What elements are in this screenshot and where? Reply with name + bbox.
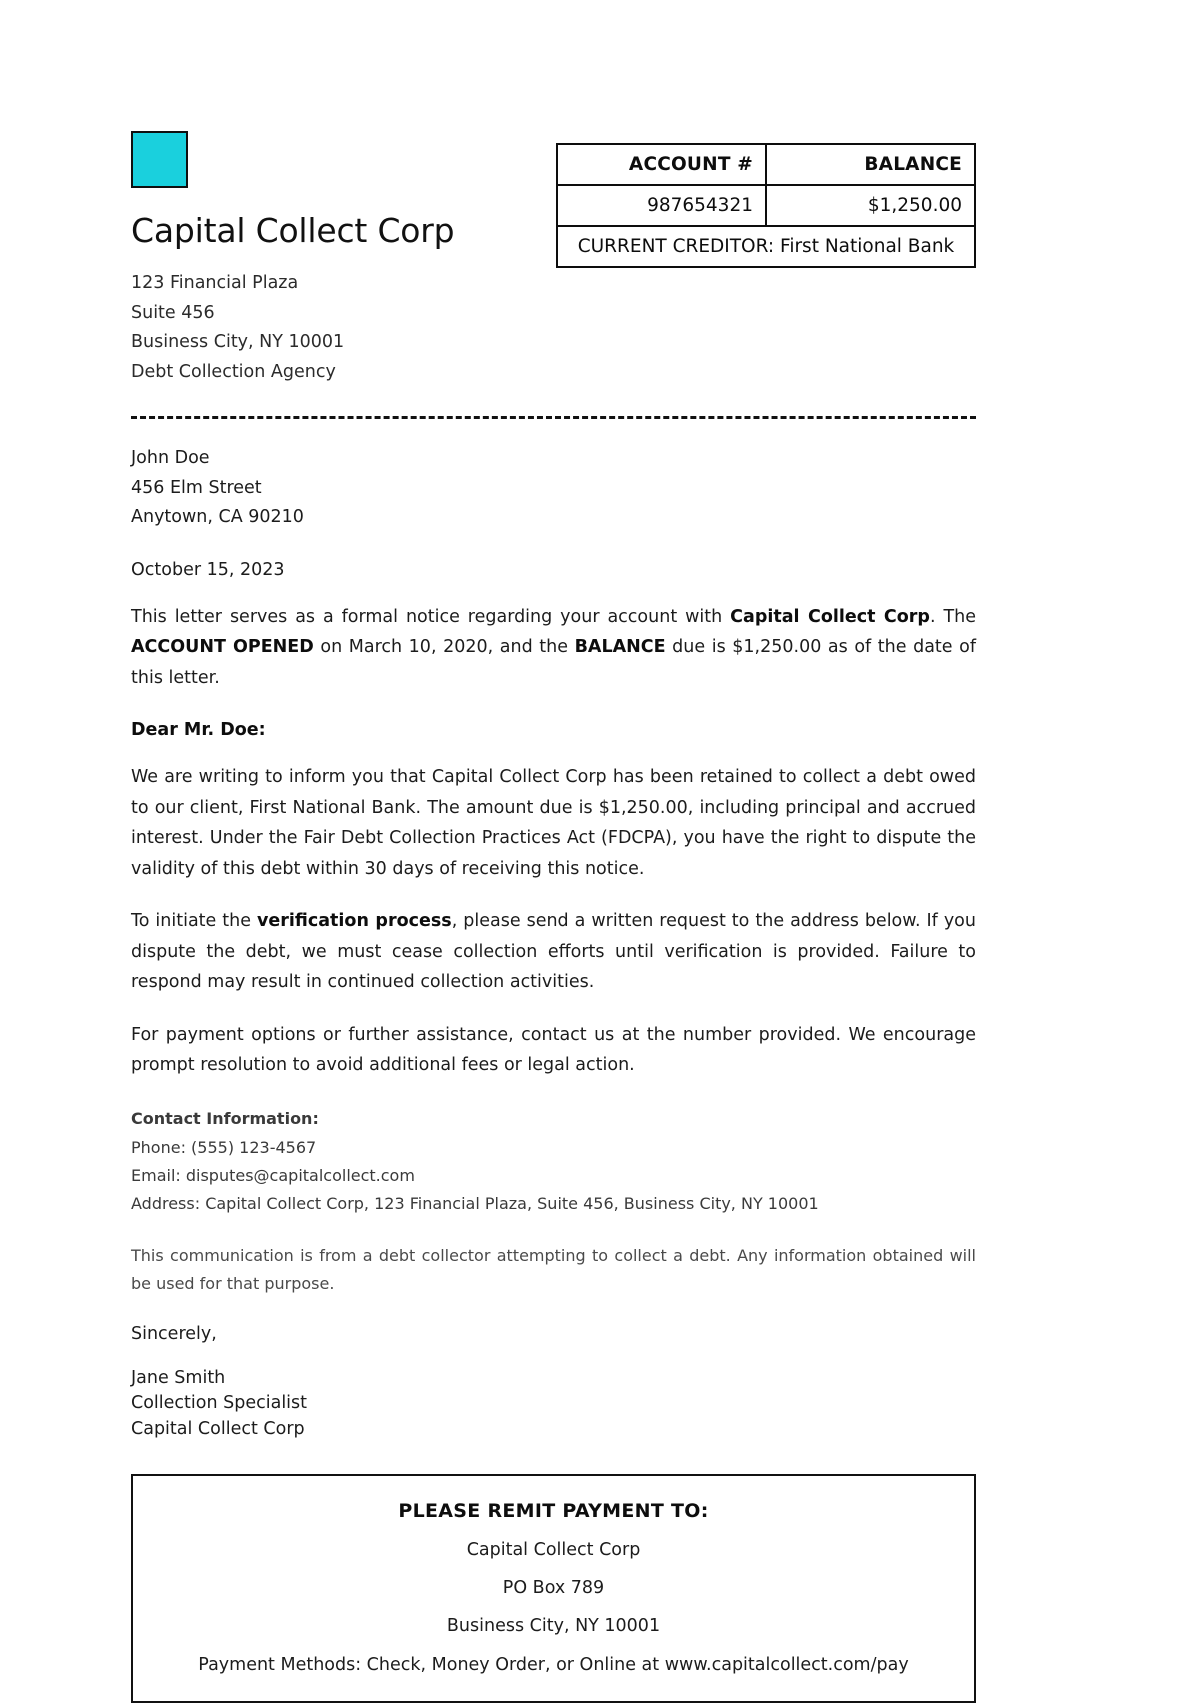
table-row-header (557, 144, 975, 185)
letterhead (131, 0, 976, 387)
intro-text-2: . The (929, 606, 976, 627)
recipient-line: 456 Elm Street (131, 477, 262, 498)
signer-title: Collection Specialist (131, 1393, 308, 1414)
salutation: Dear Mr. Doe: (131, 720, 266, 741)
intro-bold-company: Capital Collect Corp (730, 606, 930, 627)
intro-text-1: This letter serves as a formal notice regarding your account with (131, 606, 731, 627)
contact-phone: Phone: (555) 123-4567 (131, 1137, 317, 1157)
intro-bold-balance: BALANCE (574, 637, 666, 658)
remit-city-state-zip: Business City, NY 10001 (446, 1616, 661, 1637)
recipient-address (131, 444, 976, 533)
body-paragraph-2 (131, 906, 976, 998)
dashed-divider (131, 416, 976, 419)
account-summary-table (556, 143, 976, 268)
intro-text-3: on March 10, 2020, and the (313, 637, 575, 658)
sign-off: Sincerely, (131, 1323, 217, 1344)
sender-address-line: Business City, NY 10001 (131, 332, 345, 353)
body-paragraph-3: For payment options or further assistance, contact us at the number provided. We encourage prompt resolution to avoid additional fees or legal action. (131, 1024, 976, 1076)
remit-payment-box (131, 1474, 976, 1703)
current-creditor-value: CURRENT CREDITOR: First National Bank (557, 226, 975, 267)
contact-address: Address: Capital Collect Corp, 123 Financial Plaza, Suite 456, Business City, NY 10001 (131, 1193, 819, 1213)
sender-address-line: Suite 456 (131, 302, 215, 323)
remit-title: PLEASE REMIT PAYMENT TO: (398, 1500, 709, 1523)
intro-bold-account-opened: ACCOUNT OPENED (131, 637, 314, 658)
remit-company: Capital Collect Corp (466, 1540, 641, 1561)
signature-block (131, 1366, 976, 1443)
recipient-line: Anytown, CA 90210 (131, 507, 304, 528)
remit-po-box: PO Box 789 (502, 1578, 605, 1599)
p2-text-1: To initiate the (131, 911, 257, 932)
sender-address-line: Debt Collection Agency (131, 361, 336, 382)
signer-name: Jane Smith (131, 1367, 226, 1388)
sender-address-line: 123 Financial Plaza (131, 273, 299, 294)
balance-header: BALANCE (766, 144, 975, 185)
table-row-values (557, 185, 975, 226)
contact-information-lines (131, 1134, 976, 1218)
account-number-header: ACCOUNT # (557, 144, 766, 185)
contact-email: Email: disputes@capitalcollect.com (131, 1165, 415, 1185)
letter-date: October 15, 2023 (131, 559, 285, 580)
square-logo-mark (131, 131, 188, 188)
body-paragraph-1: We are writing to inform you that Capital Collect Corp has been retained to collect a debt owed to our client, First National Bank. The amount due is $1,250.00, including principal and accrued interest. Under the Fair Debt Collection Practices Act (FDCPA), you have the right to dispute the validity of this debt within 30 days of receiving this notice. (131, 767, 976, 879)
letter-sheet (131, 0, 976, 1703)
intro-paragraph (131, 602, 976, 694)
company-name: Capital Collect Corp (131, 211, 455, 250)
p2-text-2: , please send a written request to the address below. If you dispute the debt, we must cease collection efforts until verification is provided. Failure to respond may result in continued collection activities. (131, 911, 976, 993)
p2-bold-verification: verification process (257, 911, 452, 932)
account-number-value: 987654321 (557, 185, 766, 226)
remit-payment-methods: Payment Methods: Check, Money Order, or Online at www.capitalcollect.com/pay (198, 1655, 909, 1676)
intro-text-4: due is $1,250.00 as of the date of this letter. (131, 637, 976, 688)
contact-information-heading: Contact Information: (131, 1108, 319, 1128)
recipient-line: John Doe (131, 448, 210, 469)
table-row-creditor (557, 226, 975, 267)
sender-address (131, 269, 976, 387)
fdcpa-disclaimer: This communication is from a debt collector attempting to collect a debt. Any information obtained will be used for that purpose. (131, 1245, 976, 1293)
account-summary (556, 143, 976, 268)
balance-value: $1,250.00 (766, 185, 975, 226)
signer-company: Capital Collect Corp (131, 1418, 305, 1439)
